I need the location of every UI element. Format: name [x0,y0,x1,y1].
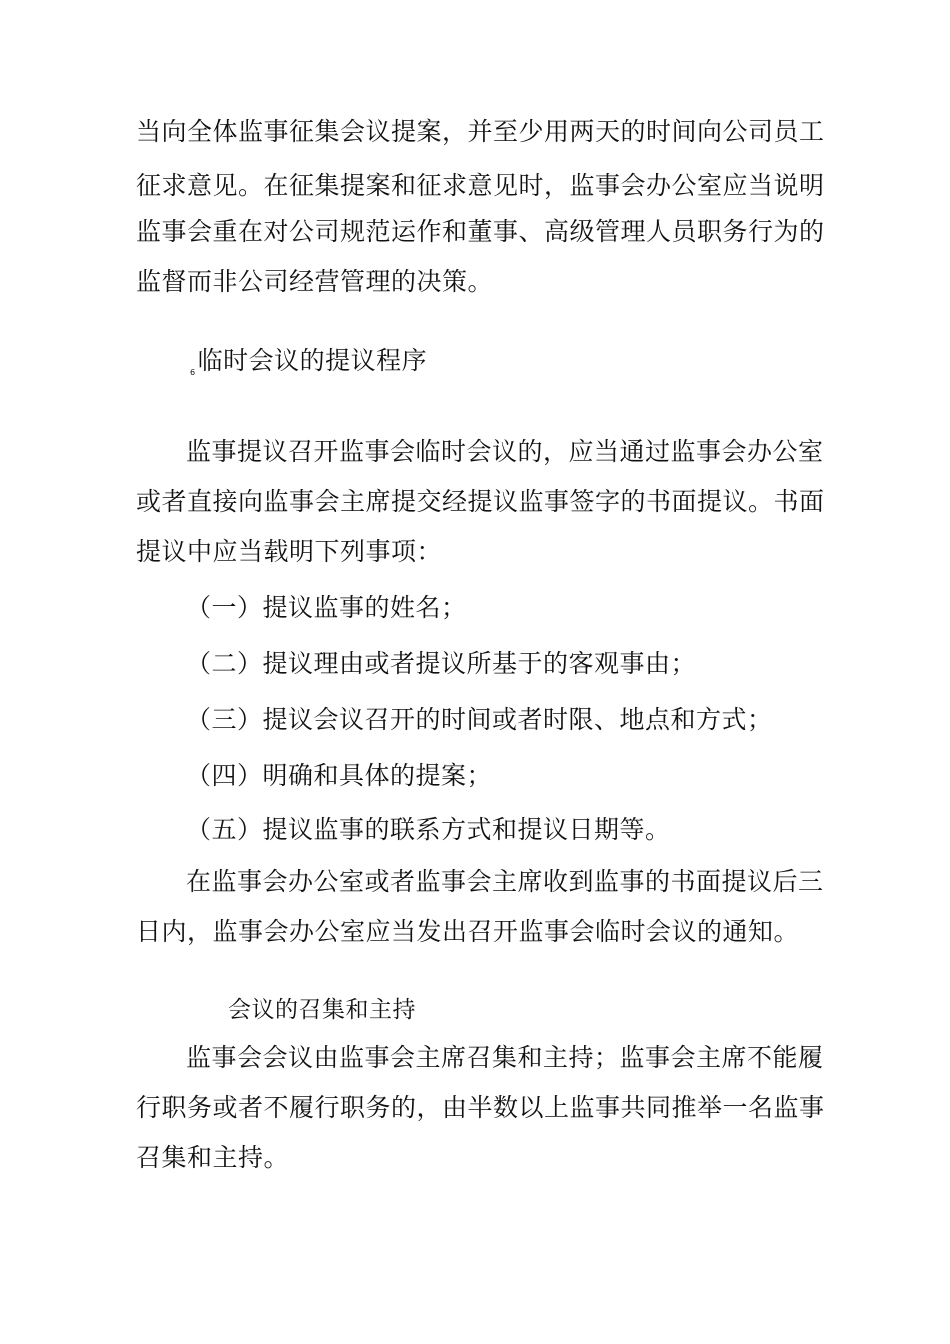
paragraph-3-line: 日内，监事会办公室应当发出召开监事会临时会议的通知。 [136,917,800,946]
paragraph-4-line: 行职务或者不履行职务的，由半数以上监事共同推举一名监事 [136,1093,825,1122]
paragraph-2-line: 监事提议召开监事会临时会议的，应当通过监事会办公室 [186,437,824,466]
section-title: 临时会议的提议程序 [197,346,428,375]
paragraph-1-line: 当向全体监事征集会议提案，并至少用两天的时间向公司员工 [136,117,825,146]
paragraph-4-line: 监事会会议由监事会主席召集和主持；监事会主席不能履 [186,1043,824,1072]
paragraph-4-line: 召集和主持。 [136,1143,290,1172]
section-number: 6 [190,368,196,377]
list-item: （四）明确和具体的提案； [186,761,493,790]
list-item: （五）提议监事的联系方式和提议日期等。 [186,815,671,844]
list-item: （三）提议会议召开的时间或者时限、地点和方式； [186,705,773,734]
section-heading-7 [228,994,416,1026]
list-item: （二）提议理由或者提议所基于的客观事由； [186,649,697,678]
paragraph-2-line: 提议中应当载明下列事项： [136,537,443,566]
paragraph-3-line: 在监事会办公室或者监事会主席收到监事的书面提议后三 [186,867,824,896]
section-heading-6 [190,345,427,389]
list-item: （一）提议监事的姓名； [186,593,467,622]
paragraph-2-line: 或者直接向监事会主席提交经提议监事签字的书面提议。书面 [136,487,825,516]
paragraph-1-line: 监事会重在对公司规范运作和董事、高级管理人员职务行为的 [136,217,825,246]
section-title: 会议的召集和主持 [228,997,416,1023]
paragraph-1-line: 监督而非公司经营管理的决策。 [136,267,494,296]
paragraph-1-line: 征求意见。在征集提案和征求意见时，监事会办公室应当说明 [136,171,825,200]
